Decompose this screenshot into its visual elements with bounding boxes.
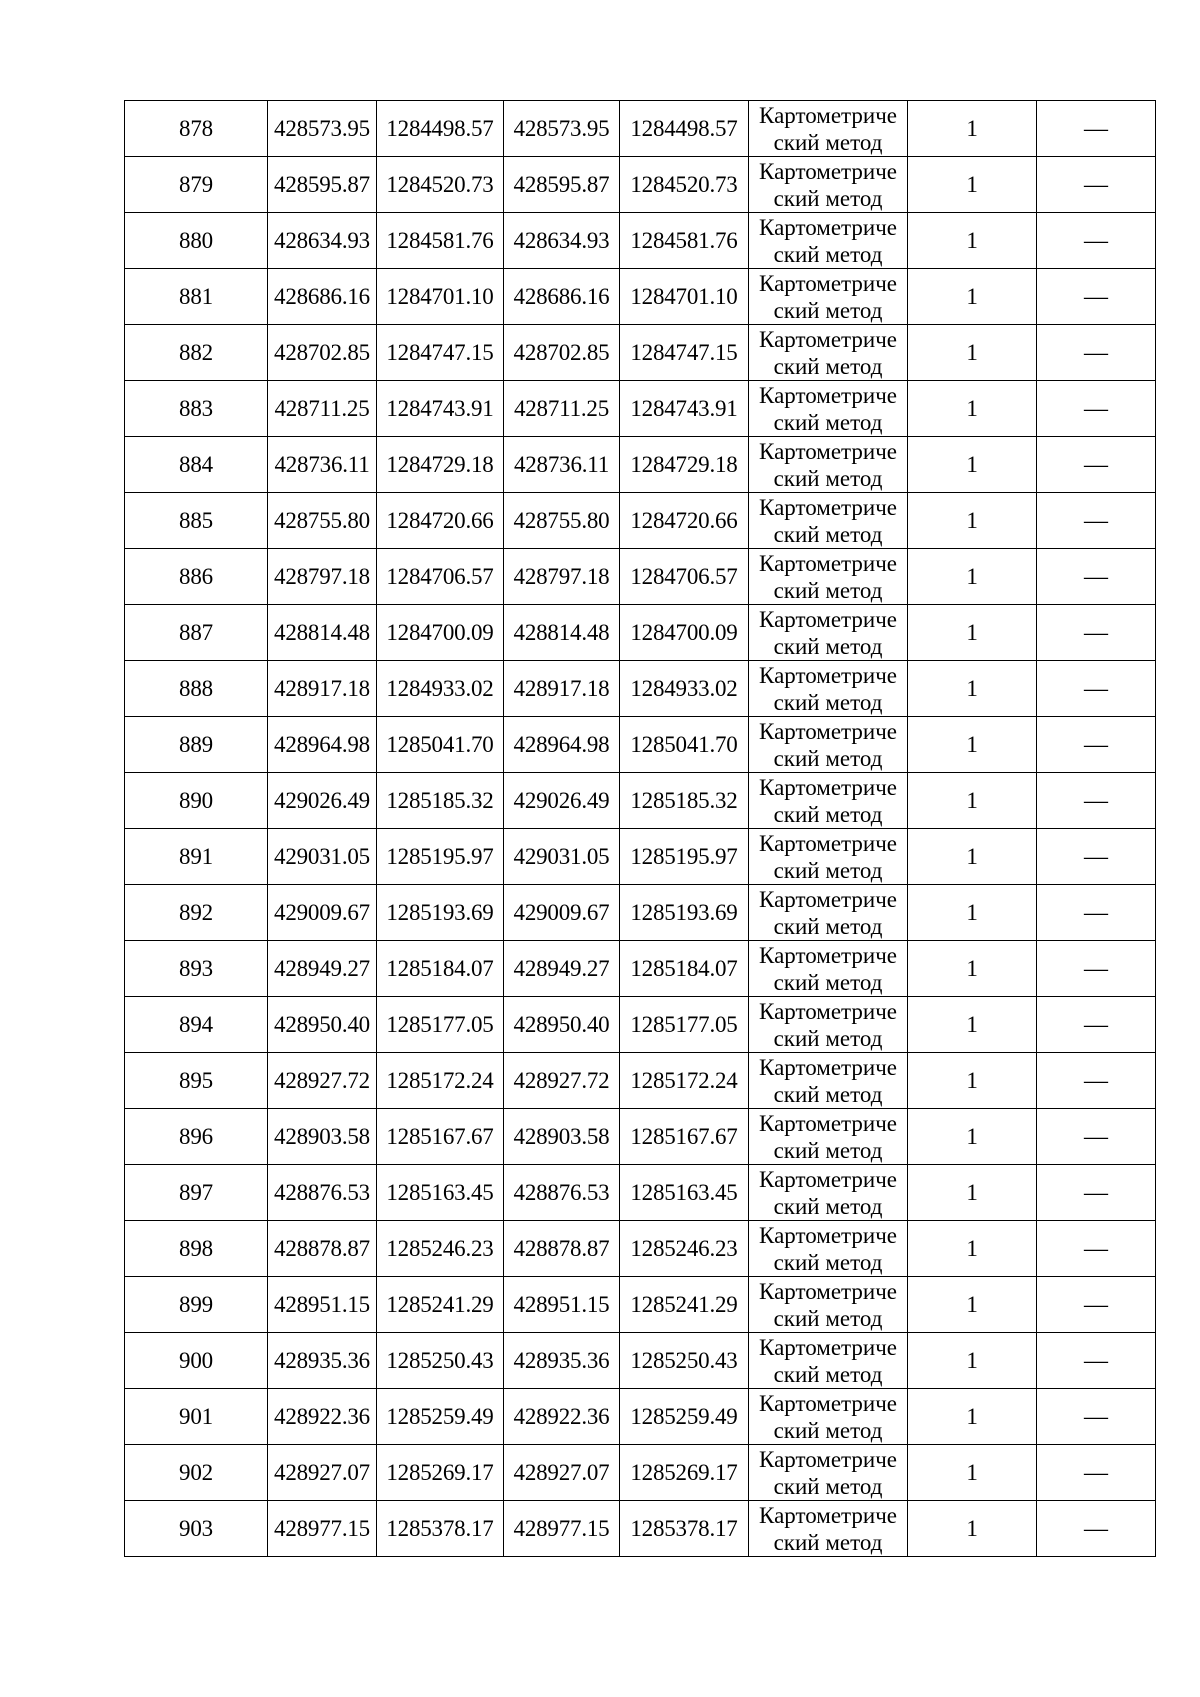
method-line-2: ский метод [773, 1473, 883, 1499]
y-existing-cell: 1285241.29 [377, 1277, 504, 1333]
y-existing-cell: 1284706.57 [377, 549, 504, 605]
table-row [125, 101, 1156, 157]
accuracy-cell: 1 [908, 997, 1037, 1053]
y-existing-cell: 1284700.09 [377, 605, 504, 661]
accuracy-cell: 1 [908, 605, 1037, 661]
note-cell: — [1037, 829, 1156, 885]
x-new-cell: 428814.48 [504, 605, 620, 661]
table-row [125, 437, 1156, 493]
x-existing-cell: 429031.05 [268, 829, 377, 885]
accuracy-cell: 1 [908, 157, 1037, 213]
point-number-cell: 899 [125, 1277, 268, 1333]
method-line-2: ский метод [773, 1193, 883, 1219]
y-existing-cell: 1284520.73 [377, 157, 504, 213]
y-existing-cell: 1285250.43 [377, 1333, 504, 1389]
x-new-cell: 428949.27 [504, 941, 620, 997]
method-line-2: ский метод [773, 1025, 883, 1051]
note-cell: — [1037, 1333, 1156, 1389]
point-number-cell: 902 [125, 1445, 268, 1501]
method-cell [749, 661, 908, 717]
method-line-2: ский метод [773, 801, 883, 827]
table-row [125, 1501, 1156, 1557]
accuracy-cell: 1 [908, 1277, 1037, 1333]
x-existing-cell: 428797.18 [268, 549, 377, 605]
x-new-cell: 428573.95 [504, 101, 620, 157]
note-cell: — [1037, 885, 1156, 941]
accuracy-cell: 1 [908, 773, 1037, 829]
method-line-2: ский метод [773, 353, 883, 379]
method-cell [749, 1445, 908, 1501]
accuracy-cell: 1 [908, 885, 1037, 941]
method-line-1: Картометриче [759, 1390, 897, 1416]
note-cell: — [1037, 997, 1156, 1053]
y-existing-cell: 1285195.97 [377, 829, 504, 885]
method-line-2: ский метод [773, 1361, 883, 1387]
point-number-cell: 890 [125, 773, 268, 829]
point-number-cell: 886 [125, 549, 268, 605]
y-new-cell: 1284747.15 [620, 325, 749, 381]
accuracy-cell: 1 [908, 1053, 1037, 1109]
y-new-cell: 1285241.29 [620, 1277, 749, 1333]
y-existing-cell: 1285184.07 [377, 941, 504, 997]
note-cell: — [1037, 1501, 1156, 1557]
note-cell: — [1037, 549, 1156, 605]
point-number-cell: 884 [125, 437, 268, 493]
method-line-2: ский метод [773, 1529, 883, 1555]
table-row [125, 1053, 1156, 1109]
table-row [125, 1389, 1156, 1445]
table-row [125, 661, 1156, 717]
x-new-cell: 428935.36 [504, 1333, 620, 1389]
table-row [125, 885, 1156, 941]
table-row [125, 549, 1156, 605]
table-row [125, 1333, 1156, 1389]
method-line-2: ский метод [773, 465, 883, 491]
method-line-2: ский метод [773, 241, 883, 267]
note-cell: — [1037, 1389, 1156, 1445]
y-new-cell: 1285163.45 [620, 1165, 749, 1221]
method-line-2: ский метод [773, 129, 883, 155]
point-number-cell: 882 [125, 325, 268, 381]
y-existing-cell: 1285193.69 [377, 885, 504, 941]
y-new-cell: 1284701.10 [620, 269, 749, 325]
y-existing-cell: 1285172.24 [377, 1053, 504, 1109]
y-existing-cell: 1285185.32 [377, 773, 504, 829]
y-new-cell: 1285246.23 [620, 1221, 749, 1277]
point-number-cell: 897 [125, 1165, 268, 1221]
table-row [125, 1165, 1156, 1221]
method-line-2: ский метод [773, 633, 883, 659]
point-number-cell: 898 [125, 1221, 268, 1277]
y-new-cell: 1284743.91 [620, 381, 749, 437]
method-cell [749, 437, 908, 493]
method-line-1: Картометриче [759, 718, 897, 744]
y-existing-cell: 1284498.57 [377, 101, 504, 157]
x-new-cell: 429031.05 [504, 829, 620, 885]
y-new-cell: 1285185.32 [620, 773, 749, 829]
note-cell: — [1037, 941, 1156, 997]
accuracy-cell: 1 [908, 493, 1037, 549]
x-new-cell: 428903.58 [504, 1109, 620, 1165]
note-cell: — [1037, 773, 1156, 829]
x-new-cell: 428797.18 [504, 549, 620, 605]
x-existing-cell: 428964.98 [268, 717, 377, 773]
note-cell: — [1037, 1221, 1156, 1277]
point-number-cell: 879 [125, 157, 268, 213]
table-row [125, 1109, 1156, 1165]
accuracy-cell: 1 [908, 381, 1037, 437]
y-existing-cell: 1285259.49 [377, 1389, 504, 1445]
x-new-cell: 428917.18 [504, 661, 620, 717]
table-row [125, 997, 1156, 1053]
note-cell: — [1037, 381, 1156, 437]
accuracy-cell: 1 [908, 661, 1037, 717]
y-new-cell: 1285378.17 [620, 1501, 749, 1557]
y-existing-cell: 1284729.18 [377, 437, 504, 493]
method-cell [749, 325, 908, 381]
accuracy-cell: 1 [908, 1389, 1037, 1445]
method-cell [749, 1221, 908, 1277]
y-existing-cell: 1285167.67 [377, 1109, 504, 1165]
y-new-cell: 1285259.49 [620, 1389, 749, 1445]
method-cell [749, 717, 908, 773]
x-new-cell: 429026.49 [504, 773, 620, 829]
table-row [125, 1277, 1156, 1333]
table-row [125, 941, 1156, 997]
point-number-cell: 896 [125, 1109, 268, 1165]
x-existing-cell: 428927.72 [268, 1053, 377, 1109]
x-existing-cell: 428573.95 [268, 101, 377, 157]
method-cell [749, 269, 908, 325]
y-existing-cell: 1284720.66 [377, 493, 504, 549]
accuracy-cell: 1 [908, 941, 1037, 997]
method-line-1: Картометриче [759, 998, 897, 1024]
note-cell: — [1037, 1053, 1156, 1109]
method-cell [749, 493, 908, 549]
note-cell: — [1037, 493, 1156, 549]
method-line-1: Картометриче [759, 1446, 897, 1472]
table-row [125, 605, 1156, 661]
table-row [125, 773, 1156, 829]
note-cell: — [1037, 325, 1156, 381]
method-cell [749, 1389, 908, 1445]
x-new-cell: 428964.98 [504, 717, 620, 773]
point-number-cell: 883 [125, 381, 268, 437]
point-number-cell: 881 [125, 269, 268, 325]
note-cell: — [1037, 661, 1156, 717]
accuracy-cell: 1 [908, 1333, 1037, 1389]
method-cell [749, 213, 908, 269]
method-line-1: Картометриче [759, 1110, 897, 1136]
method-line-2: ский метод [773, 857, 883, 883]
method-line-1: Картометриче [759, 1222, 897, 1248]
method-line-1: Картометриче [759, 1334, 897, 1360]
accuracy-cell: 1 [908, 1109, 1037, 1165]
y-new-cell: 1284700.09 [620, 605, 749, 661]
note-cell: — [1037, 101, 1156, 157]
method-line-1: Картометриче [759, 1166, 897, 1192]
note-cell: — [1037, 1277, 1156, 1333]
x-existing-cell: 428634.93 [268, 213, 377, 269]
method-line-1: Картометриче [759, 550, 897, 576]
table-body [125, 101, 1156, 1557]
method-line-2: ский метод [773, 1305, 883, 1331]
method-line-2: ский метод [773, 297, 883, 323]
note-cell: — [1037, 157, 1156, 213]
y-new-cell: 1285195.97 [620, 829, 749, 885]
method-line-1: Картометриче [759, 382, 897, 408]
method-line-1: Картометриче [759, 1278, 897, 1304]
point-number-cell: 901 [125, 1389, 268, 1445]
y-new-cell: 1285177.05 [620, 997, 749, 1053]
method-line-1: Картометриче [759, 830, 897, 856]
x-existing-cell: 428951.15 [268, 1277, 377, 1333]
y-new-cell: 1284720.66 [620, 493, 749, 549]
method-cell [749, 549, 908, 605]
x-existing-cell: 428935.36 [268, 1333, 377, 1389]
y-existing-cell: 1285177.05 [377, 997, 504, 1053]
method-line-2: ский метод [773, 745, 883, 771]
accuracy-cell: 1 [908, 213, 1037, 269]
method-cell [749, 941, 908, 997]
method-cell [749, 829, 908, 885]
method-line-1: Картометриче [759, 102, 897, 128]
table-row [125, 325, 1156, 381]
y-existing-cell: 1284701.10 [377, 269, 504, 325]
x-existing-cell: 428755.80 [268, 493, 377, 549]
point-number-cell: 900 [125, 1333, 268, 1389]
x-existing-cell: 428927.07 [268, 1445, 377, 1501]
point-number-cell: 891 [125, 829, 268, 885]
accuracy-cell: 1 [908, 101, 1037, 157]
note-cell: — [1037, 269, 1156, 325]
x-existing-cell: 428736.11 [268, 437, 377, 493]
x-existing-cell: 428977.15 [268, 1501, 377, 1557]
table-row [125, 381, 1156, 437]
method-cell [749, 1277, 908, 1333]
y-existing-cell: 1284743.91 [377, 381, 504, 437]
y-new-cell: 1285269.17 [620, 1445, 749, 1501]
method-line-2: ский метод [773, 689, 883, 715]
accuracy-cell: 1 [908, 829, 1037, 885]
x-existing-cell: 428814.48 [268, 605, 377, 661]
method-line-1: Картометриче [759, 606, 897, 632]
accuracy-cell: 1 [908, 1221, 1037, 1277]
method-cell [749, 1501, 908, 1557]
y-existing-cell: 1284933.02 [377, 661, 504, 717]
y-existing-cell: 1285041.70 [377, 717, 504, 773]
y-existing-cell: 1285163.45 [377, 1165, 504, 1221]
y-new-cell: 1285184.07 [620, 941, 749, 997]
method-cell [749, 1109, 908, 1165]
method-cell [749, 101, 908, 157]
x-existing-cell: 428686.16 [268, 269, 377, 325]
method-cell [749, 1333, 908, 1389]
y-new-cell: 1285167.67 [620, 1109, 749, 1165]
method-line-2: ский метод [773, 409, 883, 435]
point-number-cell: 889 [125, 717, 268, 773]
accuracy-cell: 1 [908, 717, 1037, 773]
accuracy-cell: 1 [908, 269, 1037, 325]
y-new-cell: 1285193.69 [620, 885, 749, 941]
y-existing-cell: 1284581.76 [377, 213, 504, 269]
x-new-cell: 428927.72 [504, 1053, 620, 1109]
x-new-cell: 428878.87 [504, 1221, 620, 1277]
y-new-cell: 1284520.73 [620, 157, 749, 213]
y-new-cell: 1285250.43 [620, 1333, 749, 1389]
method-cell [749, 773, 908, 829]
x-new-cell: 428736.11 [504, 437, 620, 493]
x-existing-cell: 428917.18 [268, 661, 377, 717]
method-line-1: Картометриче [759, 662, 897, 688]
method-line-2: ский метод [773, 969, 883, 995]
method-line-1: Картометриче [759, 942, 897, 968]
x-existing-cell: 429026.49 [268, 773, 377, 829]
y-existing-cell: 1285246.23 [377, 1221, 504, 1277]
point-number-cell: 885 [125, 493, 268, 549]
note-cell: — [1037, 1165, 1156, 1221]
note-cell: — [1037, 717, 1156, 773]
method-line-1: Картометриче [759, 158, 897, 184]
point-number-cell: 893 [125, 941, 268, 997]
x-existing-cell: 428950.40 [268, 997, 377, 1053]
x-existing-cell: 428595.87 [268, 157, 377, 213]
y-new-cell: 1284498.57 [620, 101, 749, 157]
x-new-cell: 428876.53 [504, 1165, 620, 1221]
y-existing-cell: 1285269.17 [377, 1445, 504, 1501]
table-row [125, 1221, 1156, 1277]
x-new-cell: 428702.85 [504, 325, 620, 381]
note-cell: — [1037, 1109, 1156, 1165]
x-new-cell: 428595.87 [504, 157, 620, 213]
x-existing-cell: 429009.67 [268, 885, 377, 941]
method-line-1: Картометриче [759, 270, 897, 296]
x-existing-cell: 428876.53 [268, 1165, 377, 1221]
method-line-1: Картометриче [759, 886, 897, 912]
x-existing-cell: 428949.27 [268, 941, 377, 997]
table-row [125, 1445, 1156, 1501]
x-new-cell: 428686.16 [504, 269, 620, 325]
method-line-2: ский метод [773, 913, 883, 939]
note-cell: — [1037, 437, 1156, 493]
y-new-cell: 1285041.70 [620, 717, 749, 773]
y-existing-cell: 1284747.15 [377, 325, 504, 381]
y-existing-cell: 1285378.17 [377, 1501, 504, 1557]
note-cell: — [1037, 1445, 1156, 1501]
point-number-cell: 892 [125, 885, 268, 941]
table-row [125, 717, 1156, 773]
y-new-cell: 1284933.02 [620, 661, 749, 717]
method-line-1: Картометриче [759, 494, 897, 520]
method-cell [749, 1165, 908, 1221]
accuracy-cell: 1 [908, 437, 1037, 493]
method-line-1: Картометриче [759, 774, 897, 800]
x-existing-cell: 428903.58 [268, 1109, 377, 1165]
y-new-cell: 1284706.57 [620, 549, 749, 605]
accuracy-cell: 1 [908, 1445, 1037, 1501]
point-number-cell: 895 [125, 1053, 268, 1109]
method-cell [749, 1053, 908, 1109]
x-new-cell: 428950.40 [504, 997, 620, 1053]
point-number-cell: 894 [125, 997, 268, 1053]
point-number-cell: 880 [125, 213, 268, 269]
point-number-cell: 887 [125, 605, 268, 661]
x-existing-cell: 428878.87 [268, 1221, 377, 1277]
method-line-1: Картометриче [759, 438, 897, 464]
y-new-cell: 1284581.76 [620, 213, 749, 269]
method-line-2: ский метод [773, 521, 883, 547]
method-line-2: ский метод [773, 1081, 883, 1107]
table-row [125, 213, 1156, 269]
method-line-2: ский метод [773, 1137, 883, 1163]
y-new-cell: 1285172.24 [620, 1053, 749, 1109]
method-cell [749, 381, 908, 437]
method-line-2: ский метод [773, 577, 883, 603]
x-new-cell: 428634.93 [504, 213, 620, 269]
method-line-1: Картометриче [759, 1502, 897, 1528]
method-line-1: Картометриче [759, 326, 897, 352]
method-line-2: ский метод [773, 1249, 883, 1275]
method-line-1: Картометриче [759, 1054, 897, 1080]
x-new-cell: 428755.80 [504, 493, 620, 549]
note-cell: — [1037, 213, 1156, 269]
method-cell [749, 885, 908, 941]
method-cell [749, 997, 908, 1053]
method-cell [749, 605, 908, 661]
point-number-cell: 903 [125, 1501, 268, 1557]
x-new-cell: 428977.15 [504, 1501, 620, 1557]
table-row [125, 493, 1156, 549]
x-new-cell: 428922.36 [504, 1389, 620, 1445]
point-number-cell: 888 [125, 661, 268, 717]
table-row [125, 829, 1156, 885]
x-existing-cell: 428711.25 [268, 381, 377, 437]
accuracy-cell: 1 [908, 549, 1037, 605]
method-line-2: ский метод [773, 1417, 883, 1443]
method-cell [749, 157, 908, 213]
x-new-cell: 428951.15 [504, 1277, 620, 1333]
method-line-1: Картометриче [759, 214, 897, 240]
table-row [125, 269, 1156, 325]
x-existing-cell: 428702.85 [268, 325, 377, 381]
coordinates-table [124, 100, 1156, 1557]
accuracy-cell: 1 [908, 1501, 1037, 1557]
accuracy-cell: 1 [908, 325, 1037, 381]
x-new-cell: 428927.07 [504, 1445, 620, 1501]
method-line-2: ский метод [773, 185, 883, 211]
accuracy-cell: 1 [908, 1165, 1037, 1221]
y-new-cell: 1284729.18 [620, 437, 749, 493]
note-cell: — [1037, 605, 1156, 661]
x-existing-cell: 428922.36 [268, 1389, 377, 1445]
x-new-cell: 429009.67 [504, 885, 620, 941]
table-row [125, 157, 1156, 213]
point-number-cell: 878 [125, 101, 268, 157]
x-new-cell: 428711.25 [504, 381, 620, 437]
